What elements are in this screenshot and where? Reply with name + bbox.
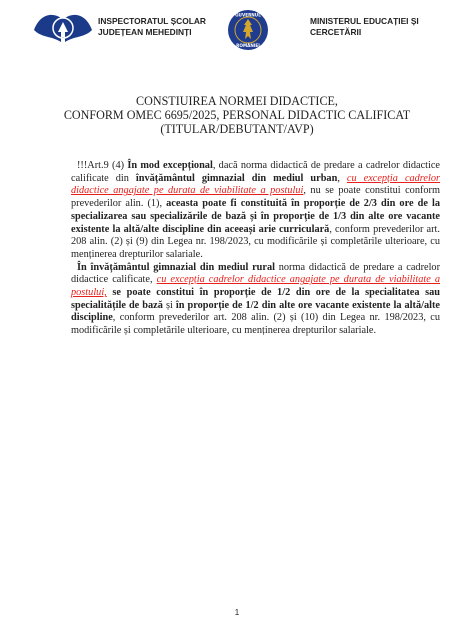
bold-proportion-rule: aceasta poate fi constituită în proporție de 2/3 din ore de la specializarea sau specializările de bază și în proporție de 1/3 din alte ore vacante existente la altă/alte discipline din aceeași arie curriculară	[71, 198, 440, 235]
bold-urban-gymnasium: învățământul gimnazial din mediul urban	[135, 172, 338, 184]
red-exception-text: cu excepția cadrelor didactice angajate pe durata de viabilitate a postului	[71, 172, 441, 197]
emblem-text-bottom: ROMÂNIEI	[236, 43, 260, 48]
bold-half-proportion-base: se poate constitui în proporție de 1/2 din ore de la specialitatea sau specialitățile de bază	[71, 287, 440, 311]
ministry-name-line2: CERCETĂRII	[310, 26, 362, 37]
text-segment: , dacă norma didactică de predare a cadrelor didactice calificate din	[71, 160, 440, 184]
ministry-name	[310, 16, 419, 37]
document-body	[71, 160, 440, 338]
ministry-name-line1: MINISTERUL EDUCAȚIEI ȘI	[310, 16, 419, 26]
paragraph-rural	[71, 262, 440, 338]
document-title	[40, 94, 434, 136]
bold-half-proportion-other: în proporție de 1/2 din alte ore vacante existente la altă/alte discipline	[71, 299, 440, 324]
page-number: 1	[234, 608, 240, 617]
title-line1: CONSTIUIREA NORMEI DIDACTICE,	[136, 94, 338, 108]
text-segment: ,	[337, 172, 347, 184]
inspectorate-name-line2: JUDEȚEAN MEHEDINȚI	[98, 26, 192, 37]
text-segment: și	[162, 299, 176, 311]
article-reference: !!!Art.9 (4)	[77, 160, 128, 171]
title-line3: (TITULAR/DEBUTANT/AVP)	[160, 122, 314, 136]
school-inspectorate-logo-icon	[30, 8, 96, 48]
bold-rural-gymnasium: În învățământul gimnazial din mediul rural	[77, 261, 275, 273]
letterhead	[0, 4, 474, 54]
text-segment: norma didactică de predare a cadrelor didactice calificate,	[71, 261, 441, 286]
inspectorate-name-line1: INSPECTORATUL ȘCOLAR	[98, 16, 206, 26]
text-segment: , conform prevederilor art. 208 alin. (2) și (9) din Legea nr. 198/2023, cu modificările și completările ulterioare, cu menținerea drepturilor salariale.	[71, 223, 440, 260]
text-segment: , conform prevederilor art. 208 alin. (2) și (10) din Legea nr. 198/2023, cu modificările și completările ulterioare, cu menținerea drepturilor salariale.	[71, 312, 440, 337]
title-line2: CONFORM OMEC 6695/2025, PERSONAL DIDACTIC CALIFICAT	[63, 108, 411, 122]
paragraph-art9-urban	[71, 160, 440, 262]
red-exception-text: cu excepția cadrelor didactice angajate pe durata de viabilitate a postului,	[71, 274, 440, 299]
emblem-text-top: GUVERNUL	[235, 12, 261, 18]
romanian-government-emblem-icon	[226, 8, 270, 52]
inspectorate-name	[98, 16, 206, 37]
bold-exceptional: În mod excepțional	[127, 160, 213, 171]
text-segment: , nu se poate constitui conform prevederilor alin. (1),	[71, 185, 440, 210]
